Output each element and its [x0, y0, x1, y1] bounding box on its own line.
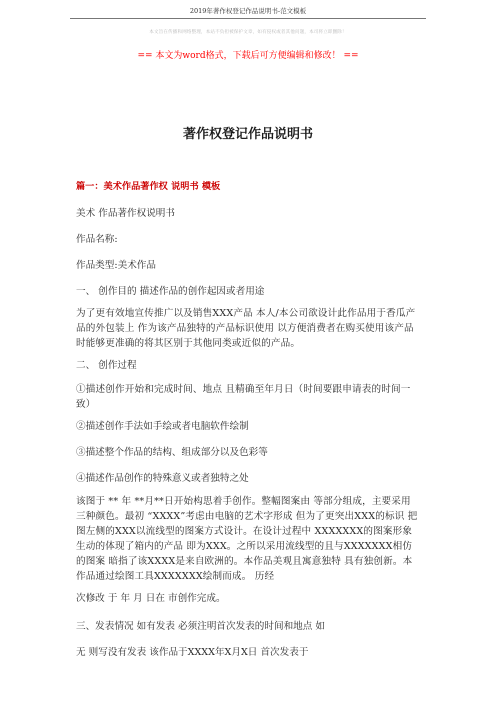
paragraph: ④描述作品创作的特殊意义或者独特之处 [76, 473, 249, 484]
paragraph: ②描述创作手法如手绘或者电脑软件绘制 [76, 421, 249, 432]
paragraph: ①描述创作开始和完成时间、地点 且精确至年月日（时间要跟申请表的时间一致） [76, 384, 411, 410]
paragraph: 一、 创作目的 描述作品的创作起因或者用途 [76, 286, 265, 297]
disclaimer-text: 本文旨在传播和网络整理，本站不负担被保护文章，如有侵权或者其他问题，本司将立即删除！ [149, 30, 347, 35]
paragraph: 美术 作品著作权说明书 [76, 208, 175, 219]
paragraph: 二、 创作过程 [76, 360, 137, 371]
paragraph: ③描述整个作品的结构、组成部分以及色彩等 [76, 447, 268, 458]
word-format-banner: == 本文为word格式，下载后可方便编辑和修改！ == [137, 51, 359, 61]
document-title: 著作权登记作品说明书 [182, 127, 313, 142]
paragraph: 三、发表情况 如有发表 必须注明首次发表的时间和地点 如 [76, 621, 325, 632]
paragraph: 作品类型:美术作品 [76, 260, 156, 271]
paragraph: 该图于 ** 年 **月**日开始构思着手创作。整幅图案由 等部分组成，主要采用 三种颜色。最初 “XXXX”考虑由电脑的艺术字形成 但为了更突出XXX的标识 把图左侧的XXX以流线型的图案方式设计。在设计过程中 XXXXXXX的图案形象生动的体现了箱内的产品 即为XXX。之所以采用流线型的且与XXXXXXX相仿的图案 暗指了该XXXX是来自欧洲的。本作品美观且寓意独特 具有独创新。本作品通过绘图工具XXXXXXX绘制而成。 历经 [76, 496, 418, 582]
paragraph: 次修改 于 年 月 日在 市创作完成。 [76, 593, 226, 604]
paragraph: 无 则写没有发表 该作品于XXXX年X月X日 首次发表于 [76, 647, 309, 658]
paragraph: 为了更有效地宣传推广以及销售XXX产品 本人/本公司欲设计此作品用于香瓜产品的外包装上 作为该产品独特的产品标识使用 以方便消费者在购买使用该产品时能够更准确的将其区别于其他同类或近似的产品。 [76, 308, 416, 349]
paragraph: 作品名称: [76, 234, 118, 245]
page-header: 2019年著作权登记作品说明书-范文模板 [70, 6, 426, 19]
section-heading: 篇一：美术作品著作权 说明书 模板 [76, 181, 221, 192]
